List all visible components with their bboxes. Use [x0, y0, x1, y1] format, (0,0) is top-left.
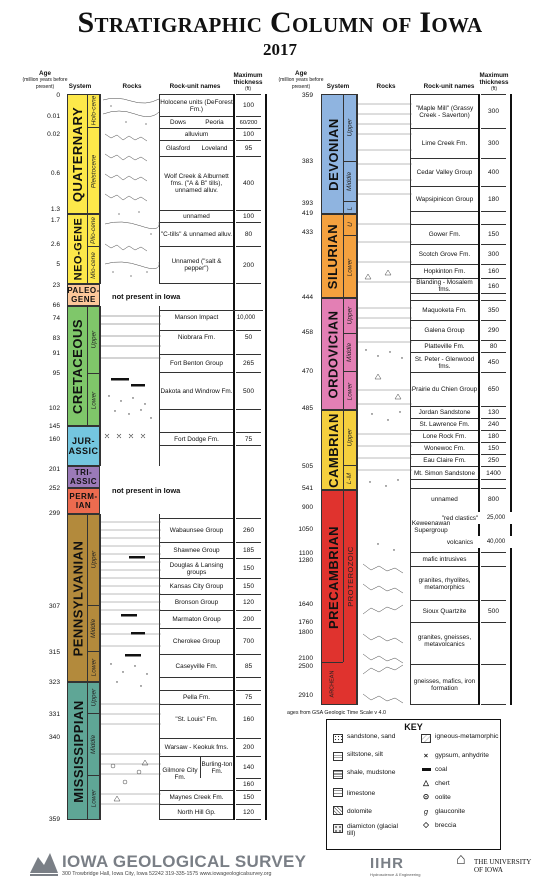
age-label: 359	[48, 816, 60, 823]
system-permian	[67, 488, 100, 514]
rock-unit: mafic intrusives	[411, 552, 478, 566]
thickness-header-label: Maximum thickness	[233, 72, 263, 86]
age-label: 0.6	[50, 170, 60, 177]
system-paleogene	[67, 284, 100, 306]
breccia-icon: ◇	[423, 820, 429, 829]
rock-unit: Cherokee Group	[160, 628, 233, 654]
rock-unit: Prairie du Chien Group	[411, 372, 478, 406]
epoch-label: Middle	[346, 342, 354, 363]
epoch-middle	[87, 606, 99, 652]
rock-unit: Fort Dodge Fm.	[160, 432, 233, 446]
unit-thickness: 10,000	[229, 310, 263, 324]
age-label: 419	[301, 210, 313, 217]
epoch-pliocene	[87, 214, 99, 247]
epoch-label: Upper	[346, 428, 354, 447]
age-label: 2100	[298, 655, 313, 662]
epoch-label: Upper	[90, 688, 97, 707]
system-label: PRECAMBRIAN	[325, 526, 341, 629]
age-header-label: Age	[295, 70, 307, 77]
unit-thickness: 160	[236, 778, 261, 790]
age-label: 1280	[298, 557, 313, 564]
epoch-l	[343, 202, 356, 214]
key-label: igneous-metamorphic	[435, 733, 499, 740]
epoch-upper	[343, 298, 356, 334]
epoch-label: Middle	[346, 171, 354, 192]
age-label: 470	[301, 368, 313, 375]
university-line1: THE UNIVERSITY	[474, 858, 532, 866]
right-rocks-header: Rocks	[376, 83, 396, 90]
right-thickness-header	[474, 72, 514, 93]
university-logo	[456, 851, 532, 874]
sandstone-swatch	[333, 734, 343, 743]
epoch-lower	[343, 372, 356, 410]
age-header-label: Age	[39, 70, 51, 77]
epoch-label: Lower	[346, 258, 354, 276]
age-header-sub: (million years before present)	[22, 77, 68, 90]
igneous-swatch	[421, 734, 431, 743]
epoch-label: Upper	[346, 118, 354, 137]
rock-unit: Kansas City Group	[160, 578, 233, 594]
system-label: CRETACEOUS	[70, 318, 86, 414]
age-label: 444	[301, 294, 313, 301]
age-label: 91	[52, 350, 60, 357]
rock-unit: granites, rhyolites, metamorphics	[411, 566, 478, 600]
unit-thickness: 290	[481, 320, 506, 340]
system-label: NEO-GENE	[72, 217, 84, 281]
epoch-upper	[343, 94, 356, 162]
rock-unit: Gilmore City Fm.	[160, 756, 200, 790]
unit-thickness: 185	[236, 542, 261, 558]
epoch-label: PROTEROZOIC	[345, 545, 355, 607]
unit-thickness: 240	[481, 418, 506, 430]
rock-unit: Wolf Creek & Alburnett fms. ("A & B" tills), unnamed alluv.	[160, 156, 233, 210]
chert-icon: △	[423, 778, 429, 787]
siltstone-swatch	[333, 752, 343, 761]
unit-thickness: 40,000	[478, 536, 514, 548]
left-units-header: Rock-unit names	[169, 83, 221, 90]
epoch-middle	[87, 714, 99, 776]
unit-thickness: 300	[481, 244, 506, 264]
age-label: 458	[301, 329, 313, 336]
oolite-icon: ⊙	[422, 792, 430, 801]
rock-pattern-svg	[358, 94, 412, 705]
rock-unit: Keweenawan Supergroup	[411, 520, 451, 534]
epoch-label: ARCHEAN	[329, 670, 335, 698]
unit-thickness: 25,000	[478, 512, 514, 524]
rock-unit: Scotch Grove Fm.	[411, 244, 478, 264]
epoch-label: Pleistocene	[90, 154, 98, 188]
unit-thickness: 400	[481, 158, 506, 186]
unit-thickness: 150	[481, 442, 506, 454]
epoch-upper	[87, 514, 99, 606]
unit-thickness: 150	[481, 224, 506, 244]
age-label: 0.02	[47, 131, 60, 138]
unit-thickness: 150	[236, 578, 261, 594]
rock-unit: "C-tills" & unnamed alluv.	[160, 222, 233, 246]
epoch-archean	[321, 662, 343, 705]
unit-thickness: 500	[481, 600, 506, 622]
age-label: 900	[301, 504, 313, 511]
iihr-subtitle: Hydroscience & Engineering	[370, 872, 421, 877]
age-label: 83	[52, 335, 60, 342]
glauconite-icon: g	[423, 807, 429, 816]
rock-unit: Holocene units (DeForest Fm.)	[160, 94, 233, 116]
system-label: SILURIAN	[325, 223, 341, 289]
rock-unit: Hopkinton Fm.	[411, 264, 478, 278]
epoch-label: Lower	[90, 789, 97, 807]
gsa-note: ages from GSA Geologic Time Scale v 4.0	[287, 710, 386, 716]
unit-thickness: 120	[236, 804, 261, 820]
system-jurassic	[67, 426, 100, 466]
rock-unit: Shawnee Group	[160, 542, 233, 558]
key-label: dolomite	[347, 808, 372, 815]
epoch-lm	[343, 466, 356, 490]
rock-unit: "St. Louis" Fm.	[160, 704, 233, 734]
age-label: 1100	[298, 550, 313, 557]
unit-thickness: 75	[236, 690, 261, 704]
unit-thickness: 180	[481, 430, 506, 442]
epoch-label: Middle	[90, 618, 97, 639]
age-label: 0	[56, 92, 60, 99]
igs-logo-icon	[28, 849, 60, 877]
unit-thickness: 400	[236, 156, 261, 210]
epoch-label: Middle	[90, 734, 97, 755]
age-label: 0.01	[47, 113, 60, 120]
rock-pattern-svg	[101, 426, 161, 466]
rock-pattern-svg	[101, 514, 161, 820]
coal-icon	[422, 768, 431, 771]
epoch-label: Lower	[90, 391, 97, 409]
rock-unit: Peoria	[196, 116, 233, 128]
unit-thickness: 60/200	[236, 116, 261, 128]
age-label: 201	[48, 466, 60, 473]
unit-thickness: 150	[236, 790, 261, 804]
epoch-lower	[87, 374, 99, 426]
rock-unit: Cedar Valley Group	[411, 158, 478, 186]
rock-unit: Dakota and Windrow Fm.	[160, 372, 233, 410]
rock-unit: "red clastics"	[441, 514, 479, 522]
age-header-sub: (million years before present)	[278, 77, 324, 90]
rock-unit: Eau Claire Fm.	[411, 454, 478, 466]
rock-unit: Glasford	[160, 140, 196, 156]
legend-key	[326, 719, 501, 850]
unit-thickness: 650	[481, 372, 506, 406]
age-label: 433	[301, 229, 313, 236]
age-label: 23	[52, 282, 60, 289]
rock-unit: "Maple Mill" (Grassy Creek - Saverton)	[411, 94, 478, 128]
epoch-upper	[87, 306, 99, 374]
right-system-header: System	[326, 83, 350, 90]
age-label: 340	[48, 734, 60, 741]
key-label: siltstone, silt	[347, 751, 383, 758]
unit-thickness: 160	[481, 264, 506, 278]
rock-unit: Niobrara Fm.	[160, 330, 233, 344]
epoch-u	[343, 214, 356, 236]
epoch-miocene	[87, 247, 99, 284]
key-label: chert	[435, 780, 450, 787]
rock-unit: Caseyville Fm.	[160, 654, 233, 678]
unit-thickness-empty	[481, 664, 506, 705]
rock-unit: Wonewoc Fm.	[411, 442, 478, 454]
key-label: shale, mudstone	[347, 769, 396, 776]
age-label: 331	[48, 711, 60, 718]
epoch-label: Upper	[90, 330, 97, 349]
rock-unit: alluvium	[160, 128, 233, 140]
university-seal-icon: ⌂	[456, 851, 466, 868]
igs-logo	[28, 849, 60, 882]
system-label: CAMBRIAN	[325, 412, 341, 488]
rock-unit: Wapsipinicon Group	[411, 186, 478, 212]
unit-thickness: 260	[236, 518, 261, 542]
age-label: 74	[52, 315, 60, 322]
unit-thickness: 300	[481, 128, 506, 158]
unit-thickness: 300	[481, 94, 506, 128]
rock-unit: Wabaunsee Group	[160, 518, 233, 542]
unit-thickness: 350	[481, 300, 506, 320]
unit-thickness: 160	[236, 704, 261, 734]
epoch-holocene	[87, 94, 99, 128]
gypsum-icon: ×	[423, 751, 429, 760]
system-label: ORDOVICIAN	[325, 309, 341, 399]
unit-thickness: 50	[236, 330, 261, 344]
rock-unit: Lime Creek Fm.	[411, 128, 478, 158]
epoch-middle	[343, 334, 356, 372]
key-label: sandstone, sand	[347, 733, 396, 740]
agency-address: 300 Trowbridge Hall, Iowa City, Iowa 52242 319-335-1575 www.iowageologicalsurvey.org	[62, 871, 272, 877]
key-label: coal	[435, 766, 448, 773]
age-label: 95	[52, 370, 60, 377]
unit-thickness: 85	[236, 654, 261, 678]
rock-pattern-cretaceous	[100, 306, 160, 426]
epoch-label: Upper	[346, 306, 354, 325]
key-label: oolite	[435, 794, 451, 801]
rock-unit: unnamed	[160, 210, 233, 222]
age-label: 66	[52, 302, 60, 309]
age-label: 1.3	[50, 206, 60, 213]
university-line2: OF IOWA	[474, 866, 503, 874]
epoch-label: Lower	[90, 658, 97, 676]
age-label: 383	[301, 158, 313, 165]
rock-unit: Fort Benton Group	[160, 354, 233, 372]
age-label: 5	[56, 261, 60, 268]
rock-unit: Platteville Fm.	[411, 340, 478, 352]
epoch-label: L	[346, 206, 354, 210]
epoch-lower	[87, 776, 99, 820]
unit-thickness: 150	[236, 558, 261, 578]
key-label: limestone	[347, 790, 376, 797]
page-title: Stratigraphic Column of Iowa	[77, 6, 483, 39]
age-label: 1640	[298, 601, 313, 608]
system-label: PENNSYLVANIAN	[70, 540, 86, 656]
rock-unit: Lone Rock Fm.	[411, 430, 478, 442]
epoch-label: Lower	[346, 382, 354, 400]
age-label: 1050	[298, 526, 313, 533]
epoch-middle	[343, 162, 356, 202]
rock-unit: Gower Fm.	[411, 224, 478, 244]
rock-unit: St. Lawrence Fm.	[411, 418, 478, 430]
unit-thickness: 265	[236, 354, 261, 372]
unit-thickness: 120	[236, 594, 261, 610]
epoch-proterozoic	[343, 490, 356, 662]
age-label: 102	[48, 405, 60, 412]
unit-thickness: 75	[236, 432, 261, 446]
age-label: 160	[48, 436, 60, 443]
epoch-upper	[87, 682, 99, 714]
key-label: glauconite	[435, 808, 466, 815]
unit-thickness: 250	[481, 454, 506, 466]
age-label: 2500	[298, 663, 313, 670]
rock-unit: Warsaw - Keokuk fms.	[160, 738, 233, 756]
rock-unit: Douglas & Lansing groups	[160, 558, 233, 578]
thickness-header-unit: (ft)	[244, 86, 252, 92]
unit-thickness: 1400	[481, 466, 506, 480]
key-label: diamicton (glacial till)	[347, 823, 398, 837]
age-label: 2910	[298, 692, 313, 699]
unit-thickness: 500	[236, 372, 261, 410]
unit-thickness: 700	[236, 628, 261, 654]
rock-unit: volcanics	[446, 538, 474, 546]
rock-unit: Marmaton Group	[160, 610, 233, 628]
epoch-label: Mio-cene	[90, 252, 98, 279]
unit-thickness: 140	[236, 756, 261, 778]
rock-unit: Jordan Sandstone	[411, 406, 478, 418]
rock-pattern-right	[357, 94, 411, 705]
rock-unit: Bronson Group	[160, 594, 233, 610]
rock-unit: North Hill Gp.	[160, 804, 233, 820]
rock-pattern-jurassic	[100, 426, 160, 466]
iihr-logo-text: IIHR	[370, 855, 404, 872]
epoch-lower	[87, 652, 99, 682]
age-label: 315	[48, 649, 60, 656]
system-label: MISSISSIPPIAN	[70, 699, 86, 803]
age-label: 307	[48, 603, 60, 610]
left-thickness-header	[228, 72, 268, 93]
system-label: DEVONIAN	[325, 117, 341, 191]
unit-thickness-empty	[481, 622, 506, 658]
rock-unit: Maynes Creek Fm.	[160, 790, 233, 804]
age-label: 541	[301, 485, 313, 492]
iihr-logo	[370, 855, 420, 877]
rock-unit: Mt. Simon Sandstone	[411, 466, 478, 480]
system-label: PALEO-GENE	[67, 286, 100, 304]
unit-thickness: 200	[236, 610, 261, 628]
rock-unit: Pella Fm.	[160, 690, 233, 704]
unit-thickness: 80	[481, 340, 506, 352]
system-label: JUR-ASSIC	[68, 436, 99, 456]
rock-unit: St. Peter - Glenwood fms.	[411, 352, 478, 372]
rock-unit: Burling-ton Fm.	[200, 756, 233, 778]
age-label: 2.6	[50, 241, 60, 248]
thickness-header-unit: (ft)	[490, 86, 498, 92]
unit-thickness: 100	[236, 128, 261, 140]
rock-unit: Dows	[160, 116, 196, 128]
age-label: 323	[48, 679, 60, 686]
age-label: 1760	[298, 619, 313, 626]
epoch-pleistocene	[87, 128, 99, 214]
key-label: gypsum, anhydrite	[435, 752, 489, 759]
agency-name: IOWA GEOLOGICAL SURVEY	[62, 852, 307, 871]
age-label: 145	[48, 423, 60, 430]
epoch-label: Plio-cene	[90, 216, 98, 244]
unit-thickness: 800	[481, 488, 506, 510]
shale-swatch	[333, 770, 343, 779]
age-label: 1800	[298, 629, 313, 636]
unit-thickness: 180	[481, 186, 506, 212]
rock-pattern-quaternary	[100, 94, 160, 284]
rock-unit: Loveland	[196, 140, 233, 156]
unit-thickness: 100	[236, 210, 261, 222]
unit-thickness-empty	[481, 566, 506, 600]
rock-unit: Sioux Quartzite	[411, 600, 478, 622]
unit-thickness: 80	[236, 222, 261, 246]
page-year: 2017	[263, 40, 297, 59]
epoch-label: U	[346, 222, 354, 227]
age-label: 1.7	[50, 217, 60, 224]
rock-unit: granites, gneisses, metavolcanics	[411, 622, 478, 658]
unit-thickness: 95	[236, 140, 261, 156]
rock-unit: Blanding - Mosalem fms.	[411, 278, 478, 294]
key-title: KEY	[404, 722, 423, 732]
epoch-lower	[343, 236, 356, 298]
age-label: 505	[301, 463, 313, 470]
unit-thickness: 200	[236, 246, 261, 284]
age-label: 393	[301, 200, 313, 207]
system-label: PERM-IAN	[69, 492, 98, 510]
unit-thickness: 200	[236, 738, 261, 756]
system-label: QUATERNARY	[70, 106, 86, 202]
right-units-header: Rock-unit names	[423, 83, 475, 90]
rock-pattern-svg	[101, 306, 161, 426]
rock-unit: Maquoketa Fm.	[411, 300, 478, 320]
unit-thickness: 100	[236, 94, 261, 116]
rock-unit: unnamed	[411, 488, 478, 510]
age-label: 299	[48, 510, 60, 517]
epoch-upper	[343, 410, 356, 466]
system-triassic	[67, 466, 100, 488]
not-present-paleogene: not present in Iowa	[112, 292, 181, 301]
key-label: breccia	[435, 822, 457, 829]
limestone-swatch	[333, 788, 343, 797]
unit-thickness: 450	[481, 352, 506, 372]
rock-pattern-paleozoic-left	[100, 514, 160, 820]
system-label: TRI-ASSIC	[70, 468, 97, 486]
rock-unit: Galena Group	[411, 320, 478, 340]
rock-unit: gneisses, mafics, iron formation	[411, 664, 478, 705]
rock-pattern-svg	[101, 94, 161, 284]
age-label: 252	[48, 485, 60, 492]
rock-unit: Unnamed ("salt & pepper")	[160, 246, 233, 284]
diamicton-swatch	[333, 824, 343, 833]
rock-unit: Manson Impact	[160, 310, 233, 324]
thickness-header-label: Maximum thickness	[479, 72, 509, 86]
unit-thickness: 130	[481, 406, 506, 418]
age-label: 485	[301, 405, 313, 412]
unit-thickness: 160	[481, 278, 506, 294]
left-system-header: System	[68, 83, 92, 90]
not-present-permian: not present in Iowa	[112, 486, 181, 495]
unit-thickness-empty	[481, 552, 506, 566]
epoch-label: Holo-cene	[90, 95, 98, 126]
epoch-label: L-M	[346, 472, 354, 484]
dolomite-swatch	[333, 806, 343, 815]
left-rocks-header: Rocks	[122, 83, 142, 90]
age-label: 359	[301, 92, 313, 99]
epoch-label: Upper	[90, 550, 97, 569]
